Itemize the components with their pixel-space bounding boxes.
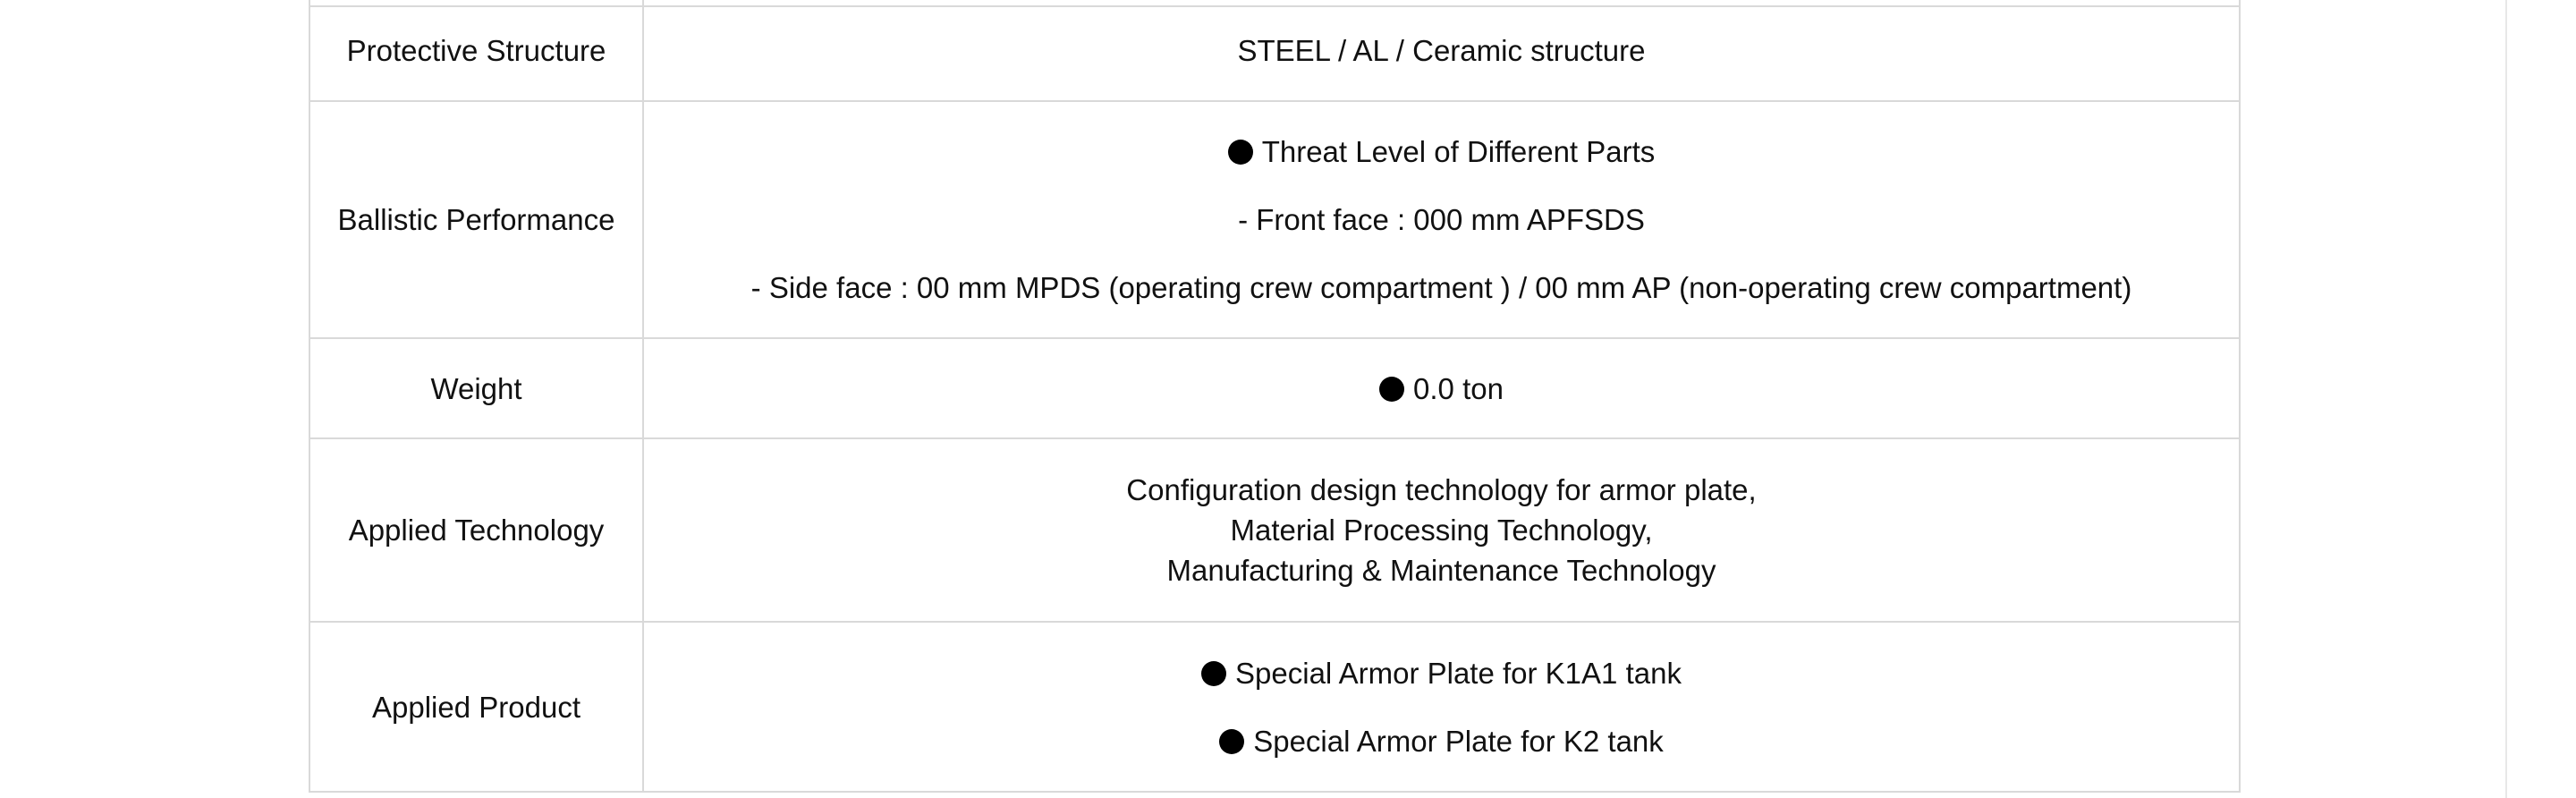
value-line-text: Special Armor Plate for K1A1 tank xyxy=(1235,656,1682,690)
table-row xyxy=(309,438,2240,622)
value-line: Manufacturing & Maintenance Technology xyxy=(1166,554,1716,587)
row-label: Ballistic Performance xyxy=(309,101,643,338)
bullet-icon xyxy=(1228,140,1253,165)
value-lines xyxy=(662,132,2221,308)
row-label: Applied Technology xyxy=(309,438,643,622)
bullet-icon xyxy=(1201,661,1226,686)
table-row xyxy=(309,622,2240,792)
value-line: - Front face : 000 mm APFSDS xyxy=(1238,203,1645,236)
row-value xyxy=(643,0,2240,101)
value-line: Configuration design technology for armor plate, xyxy=(1126,473,1757,506)
table-row xyxy=(309,0,2240,101)
table-row xyxy=(309,101,2240,338)
value-line: Material Processing Technology, xyxy=(1230,514,1653,547)
value-line-text: Special Armor Plate for K2 tank xyxy=(1253,724,1664,758)
value-line-text: Threat Level of Different Parts xyxy=(1261,135,1656,168)
row-label: Protective Structure xyxy=(309,0,643,101)
bullet-icon xyxy=(1379,377,1404,402)
table-row xyxy=(309,338,2240,438)
value-line-with-bullet xyxy=(662,721,2221,761)
row-label: Weight xyxy=(309,338,643,438)
value-line-with-bullet xyxy=(662,132,2221,172)
value-lines xyxy=(662,653,2221,761)
value-line-with-bullet xyxy=(662,369,2221,409)
row-value xyxy=(643,438,2240,622)
value-line: - Side face : 00 mm MPDS (operating crew compartment ) / 00 mm AP (non-operating crew compartment) xyxy=(750,271,2132,304)
value-line-text: 0.0 ton xyxy=(1413,371,1504,405)
row-value xyxy=(643,101,2240,338)
spec-table-container xyxy=(309,0,2241,793)
scrollbar-track[interactable] xyxy=(2505,0,2507,798)
row-value xyxy=(643,338,2240,438)
row-label: Applied Product xyxy=(309,622,643,792)
spec-table xyxy=(309,0,2241,793)
value-line-with-bullet xyxy=(662,653,2221,693)
value-line: STEEL / AL / Ceramic structure xyxy=(1237,33,1646,67)
bullet-icon xyxy=(1219,729,1244,754)
row-value xyxy=(643,622,2240,792)
